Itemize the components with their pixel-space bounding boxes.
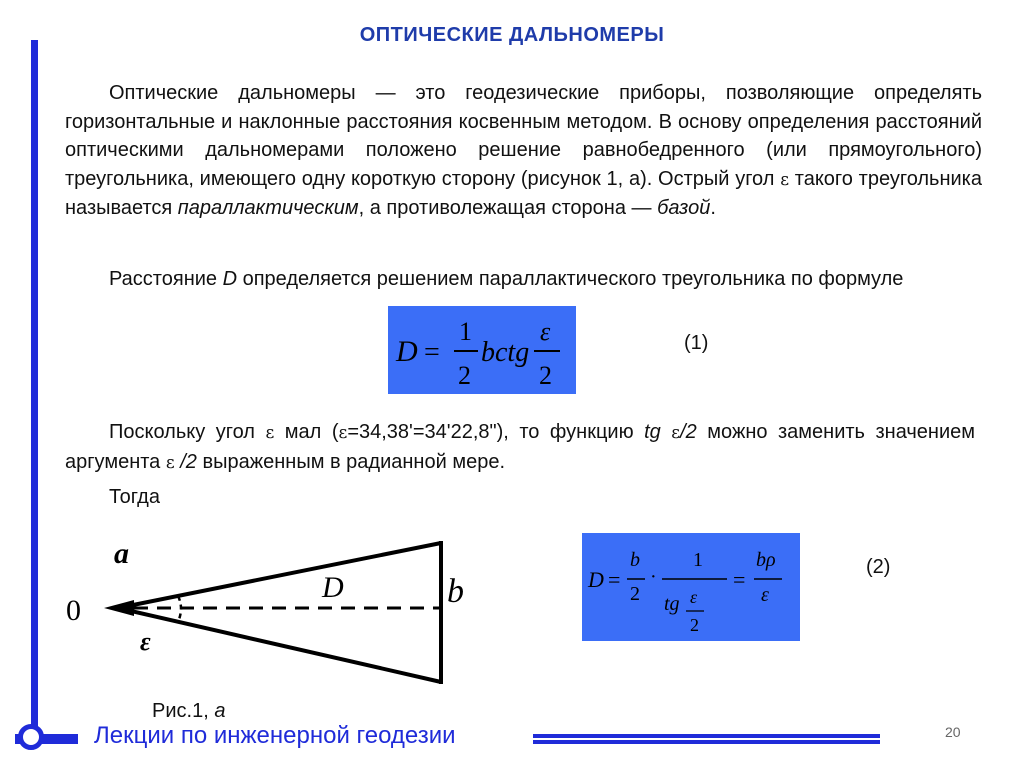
formula2-one: 1 [693,549,703,571]
corner-ring-ornament [18,724,44,750]
formula2-two-small: 2 [690,615,699,635]
epsilon-symbol: ε [671,423,681,443]
parallactic-triangle-figure [60,530,500,690]
paragraph-small-angle [65,418,975,477]
formula2-dot: · [650,566,657,588]
formula2-eps-2: ε [761,584,769,606]
epsilon-symbol: ε [165,452,175,473]
formula1-denominator: 2 [458,361,471,390]
epsilon-symbol: ε [338,423,348,443]
figure-label-epsilon: ε [140,627,151,656]
angle-epsilon-arc [178,596,181,622]
formula1-numerator: 1 [459,317,472,346]
text-run: Тогда [109,486,160,508]
text-run: выраженным в радианной мере. [196,450,506,473]
formula1-bctg: bctg [481,337,530,368]
distance-symbol: D [222,268,238,290]
footer-lecture-title: Лекции по инженерной геодезии [94,722,456,749]
half-symbol: /2 [680,421,697,443]
text-run: можно заменить значением аргумента [65,421,976,473]
figure-caption [152,700,225,723]
text-run: определяется решением параллактического треугольника по формуле [237,268,904,290]
text-run: , а противолежащая сторона — [358,197,658,220]
equation-number-2: (2) [866,556,891,578]
formula2-equals: = [608,567,621,592]
paragraph-definition [65,79,982,223]
paragraph-then [65,483,365,512]
figure-label-O: 0 [66,594,81,627]
formula2-equals-2: = [733,567,746,592]
text-run: мал ( [274,421,339,443]
slide-title: ОПТИЧЕСКИЕ ДАЛЬНОМЕРЫ [359,24,665,46]
text-run: . [710,197,716,220]
formula1-denominator-2: 2 [539,361,552,390]
formula2-brho: bρ [756,549,776,571]
text-run: =34,38'=34'22,8"), то функцию [347,421,645,443]
text-run: Расстояние [109,268,223,290]
figure-label-b: b [447,573,464,610]
triangle-lower-side [118,608,441,682]
formula2-eps: ε [690,587,698,607]
text-run: Поскольку угол [109,421,266,443]
term-base: базой [657,197,711,220]
formula-1 [388,306,576,394]
formula2-tg: tg [664,593,680,615]
term-parallactic: параллактическим [177,197,359,220]
triangle-upper-side [118,543,441,608]
figure-label-a: а [114,537,129,570]
epsilon-symbol: ε [265,423,275,443]
text-run: Оптические дальномеры — это геодезические приборы, позволяющие определять горизонтальные и наклонные расстояния косвенным методом. В основу определения расстояний оптическими дальномерами положено решение равнобедренного (или прямоугольного) треугольника, имеющего одну короткую сторону (рисунок 1, а). Острый угол [65,82,982,190]
page-number: 20 [945,724,961,740]
text-run: такого треугольника называется [65,167,982,220]
formula-2 [582,533,800,641]
left-accent-bar [31,40,38,744]
formula2-b: b [630,549,640,571]
paragraph-distance [65,265,982,294]
formula2-D: D [588,567,604,592]
epsilon-symbol: ε [780,169,789,190]
caption-text: Рис.1, [152,700,215,722]
formula2-two: 2 [630,583,640,605]
caption-letter: а [214,700,226,722]
equation-number-1: (1) [684,332,709,354]
formula1-eps: ε [540,317,551,346]
apex-point [104,600,134,616]
footer-accent-bar-stripe [533,738,880,740]
figure-label-D: D [322,571,344,604]
formula1-equals: = [424,337,440,368]
tg-function: tg [644,421,672,443]
half-symbol: /2 [174,450,197,473]
formula1-D: D [396,335,418,368]
